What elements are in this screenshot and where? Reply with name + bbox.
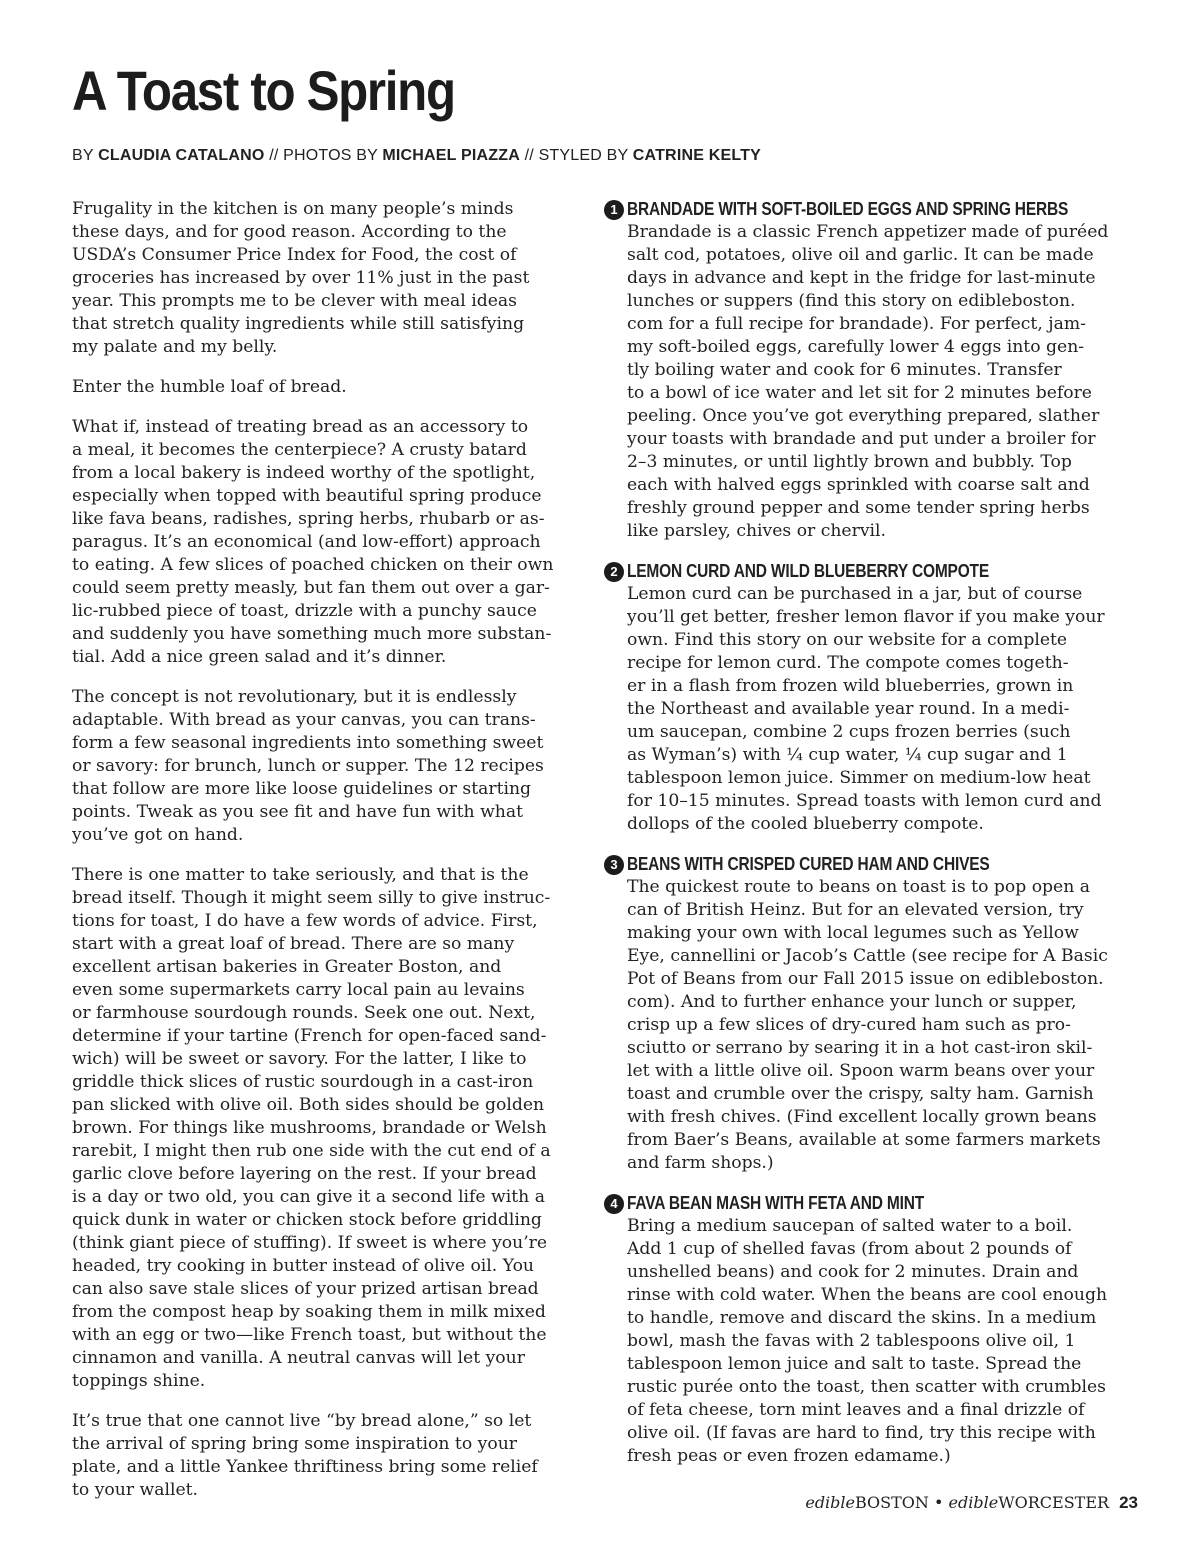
recipe-number-badge: 2 — [604, 562, 624, 582]
byline-styled-by: // STYLED BY — [519, 147, 633, 164]
recipe-header — [604, 1192, 1142, 1215]
page-footer — [805, 1493, 1138, 1513]
recipe-title: FAVA BEAN MASH WITH FETA AND MINT — [627, 1193, 925, 1213]
article-title: A Toast to Spring — [72, 59, 455, 122]
recipe-body: Bring a medium saucepan of salted water to a boil. Add 1 cup of shelled favas (from about 2 pounds of unshelled beans) and cook for 2 minutes. Drain and rinse with cold water. When the beans are cool enough to handle, remove and discard the skins. In a medium bowl, mash the favas with 2 tablespoons olive oil, 1 tablespoon lemon juice and salt to taste. Spread the rustic purée onto the toast, then scatter with crumbles of feta cheese, torn mint leaves and a final drizzle of olive oil. (If favas are hard to find, try this recipe with fresh peas or even frozen edamame.) — [627, 1216, 1108, 1466]
byline-photos-by: // PHOTOS BY — [264, 147, 383, 164]
byline-by: BY — [72, 147, 99, 164]
recipe-brandade — [604, 198, 1142, 543]
footer-edible-2: edible — [948, 1493, 999, 1512]
intro-paragraph: There is one matter to take seriously, and that is the bread itself. Though it might seem silly to give instruc- tions for toast, I do have a few words of advice. First, start with a great loaf of bread. There are so many excellent artisan bakeries in Greater Boston, and even some supermarkets carry local pain au levains or farmhouse sourdough rounds. Seek one out. Next, determine if your tartine (French for open-faced sand- wich) will be sweet or savory. For the latter, I like to griddle thick slices of rustic sourdough in a cast-iron pan slicked with olive oil. Both sides should be golden brown. For things like mushrooms, brandade or Welsh rarebit, I might then rub one side with the cut end of a garlic clove before layering on the rest. If your bread is a day or two old, you can give it a second life with a quick dunk in water or chicken stock before griddling (think giant piece of stuffing). If sweet is where you’re headed, try cooking in butter instead of olive oil. You can also save stale slices of your prized artisan bread from the compost heap by soaking them in milk mixed with an egg or two—like French toast, but without the cinnamon and vanilla. A neutral canvas will let your toppings shine. — [72, 865, 551, 1391]
recipes-column — [604, 198, 1142, 1485]
byline-stylist: CATRINE KELTY — [632, 147, 761, 164]
recipe-body: Brandade is a classic French appetizer made of puréed salt cod, potatoes, olive oil and garlic. It can be made days in advance and kept in the fridge for last-minute lunches or suppers (find this story on edibleboston. com for a full recipe for brandade). For perfect, jam- my soft-boiled eggs, carefully lower 4 eggs into gen- tly boiling water and cook for 6 minutes. Transfer to a bowl of ice water and let sit for 2 minutes before peeling. Once you’ve got everything prepared, slather your toasts with brandade and put under a broiler for 2–3 minutes, or until lightly brown and bubbly. Top each with halved eggs sprinkled with coarse salt and freshly ground pepper and some tender spring herbs like parsley, chives or chervil. — [627, 222, 1109, 541]
byline-photographer: MICHAEL PIAZZA — [382, 147, 520, 164]
recipe-title: BEANS WITH CRISPED CURED HAM AND CHIVES — [627, 854, 990, 874]
intro-paragraph: Enter the humble loaf of bread. — [72, 377, 347, 397]
intro-paragraph: The concept is not revolutionary, but it is endlessly adaptable. With bread as your canvas, you can trans- form a few seasonal ingredients into something sweet or savory: for brunch, lunch or supper. The 12 recipes that follow are more like loose guidelines or starting points. Tweak as you see fit and have fun with what you’ve got on hand. — [72, 687, 544, 845]
recipe-title: LEMON CURD AND WILD BLUEBERRY COMPOTE — [627, 561, 990, 581]
footer-bullet: • — [928, 1493, 949, 1512]
recipe-header — [604, 198, 1142, 221]
recipe-number-badge: 1 — [604, 200, 624, 220]
recipe-body: The quickest route to beans on toast is to pop open a can of British Heinz. But for an elevated version, try making your own with local legumes such as Yellow Eye, cannellini or Jacob’s Cattle (see recipe for A Basic Pot of Beans from our Fall 2015 issue on edibleboston. com). And to further enhance your lunch or supper, crisp up a few slices of dry-cured ham such as pro- sciutto or serrano by searing it in a hot cast-iron skil- let with a little olive oil. Spoon warm beans over your toast and crumble over the crispy, salty ham. Garnish with fresh chives. (Find excellent locally grown beans from Baer’s Beans, available at some farmers markets and farm shops.) — [627, 877, 1108, 1173]
recipe-header — [604, 560, 1142, 583]
recipe-body: Lemon curd can be purchased in a jar, but of course you’ll get better, fresher lemon flavor if you make your own. Find this story on our website for a complete recipe for lemon curd. The compote comes togeth- er in a flash from frozen wild blueberries, grown in the Northeast and available year round. In a medi- um saucepan, combine 2 cups frozen berries (such as Wyman’s) with ¼ cup water, ¼ cup sugar and 1 tablespoon lemon juice. Simmer on medium-low heat for 10–15 minutes. Spread toasts with lemon curd and dollops of the cooled blueberry compote. — [627, 584, 1105, 834]
footer-edible-1: edible — [805, 1493, 855, 1512]
footer-worcester: WORCESTER — [998, 1493, 1110, 1512]
recipe-number-badge: 4 — [604, 1194, 624, 1214]
intro-paragraph: It’s true that one cannot live “by bread alone,” so let the arrival of spring bring some inspiration to your plate, and a little Yankee thriftiness bring some relief to your wallet. — [72, 1411, 538, 1500]
recipe-header — [604, 853, 1142, 876]
recipe-beans-ham — [604, 853, 1142, 1175]
byline-author: CLAUDIA CATALANO — [98, 147, 265, 164]
recipe-fava-bean — [604, 1192, 1142, 1468]
recipe-lemon-curd — [604, 560, 1142, 836]
intro-column — [72, 198, 584, 1519]
intro-paragraph: Frugality in the kitchen is on many people’s minds these days, and for good reason. According to the USDA’s Consumer Price Index for Food, the cost of groceries has increased by over 11% just in the past year. This prompts me to be clever with meal ideas that stretch quality ingredients while still satisfying my palate and my belly. — [72, 199, 530, 357]
byline — [72, 147, 761, 165]
recipe-title: BRANDADE WITH SOFT-BOILED EGGS AND SPRING HERBS — [627, 199, 1069, 219]
recipe-number-badge: 3 — [604, 855, 624, 875]
intro-paragraph: What if, instead of treating bread as an accessory to a meal, it becomes the centerpiece? A crusty batard from a local bakery is indeed worthy of the spotlight, especially when topped with beautiful spring produce like fava beans, radishes, spring herbs, rhubarb or as- paragus. It’s an economical (and low-effort) approach to eating. A few slices of poached chicken on their own could seem pretty measly, but fan them out over a gar- lic-rubbed piece of toast, drizzle with a punchy sauce and suddenly you have something much more substan- tial. Add a nice green salad and it’s dinner. — [72, 417, 554, 667]
footer-boston: BOSTON — [855, 1493, 929, 1512]
page-number: 23 — [1119, 1493, 1138, 1512]
